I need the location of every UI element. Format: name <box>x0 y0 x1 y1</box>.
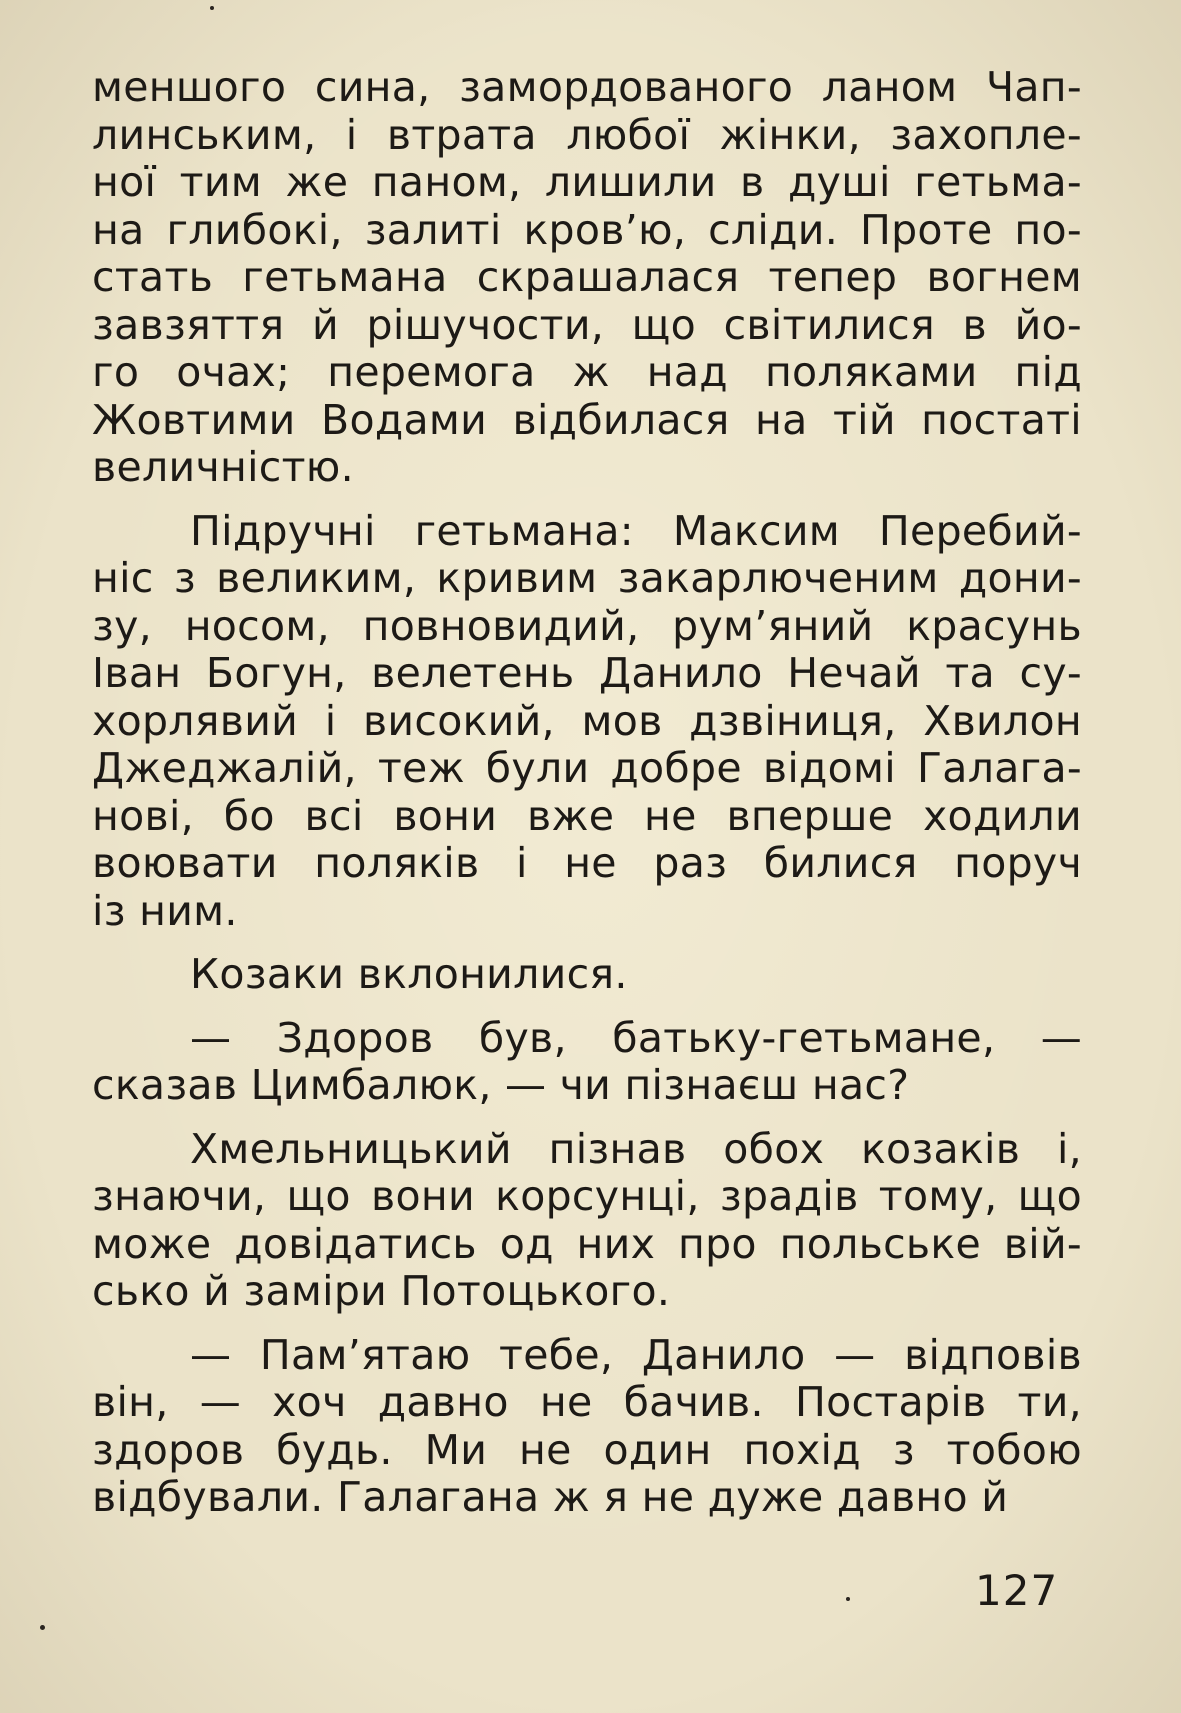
text-line: хорлявий і високий, мов дзвіниця, Хвилон <box>92 696 1082 745</box>
ink-speck <box>846 1597 850 1601</box>
text-line: стать гетьмана скрашалася тепер вогнем <box>92 253 1082 301</box>
paragraph <box>92 1332 1082 1522</box>
text-line: відбували. Галагана ж я не дуже давно й <box>92 1473 1009 1521</box>
text-line: зу, носом, повновидий, рум’яний красунь <box>92 601 1082 650</box>
text-line: може довідатись од них про польське вій- <box>92 1219 1082 1268</box>
page-number: 127 <box>975 1566 1059 1615</box>
ink-speck <box>210 6 214 10</box>
text-line: завзяття й рішучости, що світилися в йо- <box>92 300 1082 349</box>
text-line: ніс з великим, кривим закарлюченим дони- <box>92 554 1082 602</box>
text-line: Жовтими Водами відбилася на тій постаті <box>92 395 1082 444</box>
page-text <box>92 64 1082 1538</box>
text-line: — Пам’ятаю тебе, Данило — відповів <box>190 1330 1082 1379</box>
text-line: із ним. <box>92 886 238 935</box>
ink-speck <box>40 1625 45 1630</box>
paragraph <box>92 64 1082 492</box>
text-line: нові, бо всі вони вже не вперше ходили <box>92 791 1082 840</box>
text-line: Джеджалій, теж були добре відомі Галага- <box>92 744 1082 792</box>
text-line: ної тим же паном, лишили в душі гетьма- <box>92 158 1082 206</box>
text-line: Козаки вклонилися. <box>190 950 628 998</box>
paragraph <box>92 1126 1082 1316</box>
paragraph <box>92 1015 1082 1110</box>
text-line: він, — хоч давно не бачив. Постарів ти, <box>92 1378 1082 1426</box>
text-line: воювати поляків і не раз билися поруч <box>92 839 1082 887</box>
text-line: меншого сина, замордованого ланом Чап- <box>92 63 1082 111</box>
text-line: сько й заміри Потоцького. <box>92 1267 671 1315</box>
text-line: го очах; перемога ж над поляками під <box>92 348 1082 396</box>
text-line: линським, і втрата любої жінки, захопле- <box>92 110 1082 159</box>
text-line: величністю. <box>92 443 354 491</box>
paragraph <box>92 508 1082 936</box>
text-line: — Здоров був, батьку-гетьмане, — <box>190 1013 1082 1062</box>
paragraph <box>92 951 1082 999</box>
text-line: на глибокі, залиті кров’ю, сліди. Проте по- <box>92 205 1082 254</box>
text-line: сказав Цимбалюк, — чи пізнаєш нас? <box>92 1061 910 1109</box>
text-line: знаючи, що вони корсунці, зрадів тому, що <box>92 1172 1082 1220</box>
text-line: Хмельницький пізнав обох козаків і, <box>190 1124 1082 1173</box>
text-line: Іван Богун, велетень Данило Нечай та су- <box>92 649 1082 697</box>
text-line: здоров будь. Ми не один похід з тобою <box>92 1425 1082 1474</box>
text-line: Підручні гетьмана: Максим Перебий- <box>190 506 1082 555</box>
